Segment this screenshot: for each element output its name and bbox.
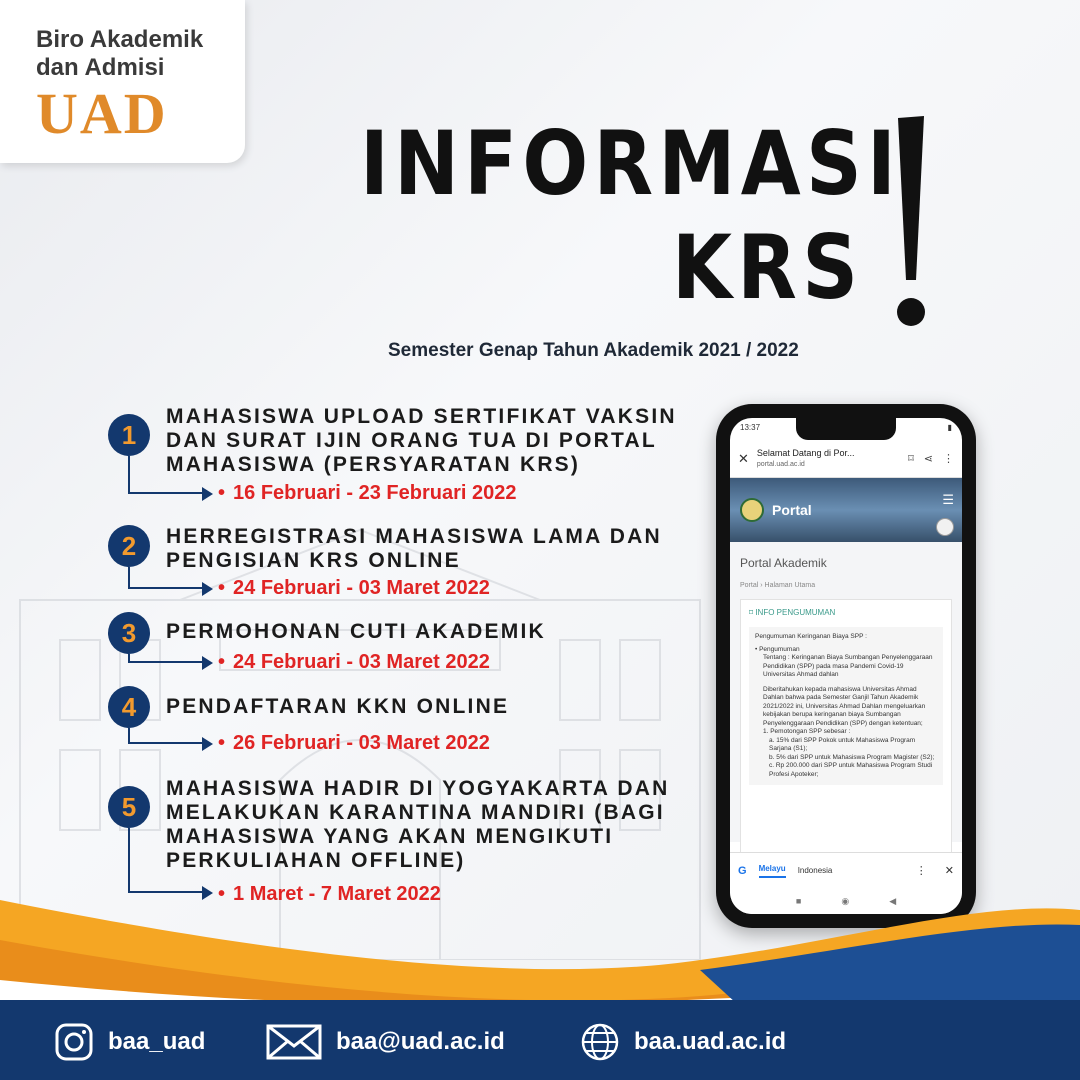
phone-screen xyxy=(730,418,962,914)
logo-card xyxy=(0,0,245,163)
announcement-body: Diberitahukan kepada mahasiswa Universitas Ahmad Dahlan bahwa pada Semester Ganjil Tahun Akademik 2021/2022 ini, Universitas Ahmad Dahlan mengeluarkan kebijakan berupa keringanan biaya Sumbangan Penyelenggaraan Pendidikan (SPP) dengan ketentuan; xyxy=(763,685,926,727)
breadcrumb-root[interactable]: Portal xyxy=(740,582,759,589)
announcement-heading: Pengumuman Keringanan Biaya SPP : xyxy=(755,633,867,640)
step-date-5: • 1 Maret - 7 Maret 2022 xyxy=(218,883,441,905)
arrow-icon xyxy=(202,487,213,501)
step-text-1: MAHASISWA UPLOAD SERTIFIKAT VAKSIN DAN SURAT IJIN ORANG TUA DI PORTAL MAHASISWA (PERSYARATAN KRS) xyxy=(166,405,677,476)
close-icon[interactable]: ✕ xyxy=(944,865,954,877)
bookmark-icon: ⌑ xyxy=(749,608,756,617)
globe-icon xyxy=(580,1022,620,1062)
title-line1: INFORMASI xyxy=(360,112,902,215)
step-number-1: 1 xyxy=(108,414,150,456)
arrow-icon xyxy=(202,582,213,596)
announcement-point1a: a. 15% dari SPP Pokok untuk Mahasiswa Program Sarjana (S1); xyxy=(769,736,916,752)
portal-banner xyxy=(730,478,962,542)
breadcrumb xyxy=(740,582,952,589)
step-number-4: 4 xyxy=(108,686,150,728)
mail-icon xyxy=(266,1022,322,1062)
step-date-1: • 16 Februari - 23 Februari 2022 xyxy=(218,482,517,504)
portal-label: Portal xyxy=(772,502,812,518)
close-icon[interactable]: ✕ xyxy=(738,450,749,466)
website-url[interactable]: baa.uad.ac.id xyxy=(634,1028,787,1055)
announcement-item: • Pengumuman xyxy=(755,645,800,653)
translate-icon: G xyxy=(738,864,747,877)
title-line2: KRS xyxy=(672,216,864,319)
step-text-4: PENDAFTARAN KKN ONLINE xyxy=(166,695,510,718)
footer-email[interactable] xyxy=(266,1020,505,1064)
step-connector-1 xyxy=(128,456,206,494)
step-connector-5 xyxy=(128,828,206,893)
hamburger-menu-icon[interactable]: ☰ xyxy=(942,492,954,507)
translate-bar xyxy=(730,852,962,888)
bookmark-icon[interactable]: ⌑ xyxy=(908,453,914,465)
page-url: portal.uad.ac.id xyxy=(756,460,805,468)
translate-tab-indonesia[interactable]: Indonesia xyxy=(797,866,833,875)
back-icon[interactable]: ◀ xyxy=(889,895,897,906)
step-text-3: PERMOHONAN CUTI AKADEMIK xyxy=(166,620,546,643)
step-text-5: MAHASISWA HADIR DI YOGYAKARTA DAN MELAKUKAN KARANTINA MANDIRI (BAGI MAHASISWA YANG AKAN MENGIKUTI PERKULIAHAN OFFLINE) xyxy=(166,777,670,872)
arrow-icon xyxy=(202,737,213,751)
logo-line1: Biro Akademik xyxy=(36,26,204,53)
translate-tab-melayu[interactable]: Melayu xyxy=(759,864,786,878)
status-time: 13:37 xyxy=(740,423,761,432)
breadcrumb-separator: › xyxy=(760,582,763,589)
announcement-point1: 1. Pemotongan SPP sebesar : xyxy=(763,728,851,735)
page-title: Selamat Datang di Por... xyxy=(756,447,855,458)
footer-instagram[interactable] xyxy=(54,1020,205,1064)
recents-icon[interactable]: ■ xyxy=(795,896,802,906)
step-number-5: 5 xyxy=(108,786,150,828)
portal-body xyxy=(730,542,962,842)
step-connector-4 xyxy=(128,728,206,744)
announcement-box xyxy=(749,627,943,785)
step-text-2: HERREGISTRASI MAHASISWA LAMA DAN PENGISIAN KRS ONLINE xyxy=(166,525,662,572)
step-connector-2 xyxy=(128,567,206,589)
more-icon[interactable]: ⋮ xyxy=(915,865,927,877)
phone-mockup xyxy=(716,404,976,928)
logo-brand: UAD xyxy=(36,81,168,146)
info-label: ⌑ INFO PENGUMUMAN xyxy=(749,608,836,617)
step-date-3: • 24 Februari - 03 Maret 2022 xyxy=(218,651,490,673)
step-connector-3 xyxy=(128,654,206,663)
step-date-4: • 26 Februari - 03 Maret 2022 xyxy=(218,732,490,754)
arrow-icon xyxy=(202,886,213,900)
arrow-icon xyxy=(202,656,213,670)
exclamation-icon xyxy=(880,112,940,332)
avatar[interactable] xyxy=(936,518,954,536)
step-number-2: 2 xyxy=(108,525,150,567)
section-title: Portal Akademik xyxy=(740,556,827,570)
phone-notch xyxy=(796,418,896,440)
step-date-2: • 24 Februari - 03 Maret 2022 xyxy=(218,577,490,599)
announcement-point1c: c. Rp 200.000 dari SPP untuk Mahasiswa Program Studi Profesi Apoteker; xyxy=(769,762,933,778)
page-subtitle: Semester Genap Tahun Akademik 2021 / 2022 xyxy=(388,340,799,361)
footer-website[interactable] xyxy=(580,1020,786,1064)
breadcrumb-page: Halaman Utama xyxy=(764,582,816,589)
announcement-point1b: b. 5% dari SPP untuk Mahasiswa Program Magister (S2); xyxy=(769,753,935,761)
email-address[interactable]: baa@uad.ac.id xyxy=(336,1028,505,1055)
share-icon[interactable]: ⋖ xyxy=(923,453,933,465)
announcement-subject: Tentang : Keringanan Biaya Sumbangan Penyelenggaraan Pendidikan (SPP) pada masa Pandemi Covid-19 Universitas Ahmad dahlan xyxy=(763,654,933,678)
logo-line2: dan Admisi xyxy=(36,54,165,81)
announcement-card xyxy=(740,599,952,859)
instagram-handle[interactable]: baa_uad xyxy=(108,1028,206,1055)
step-number-3: 3 xyxy=(108,612,150,654)
browser-url-bar xyxy=(730,440,962,478)
battery-icon: ▮ xyxy=(947,423,952,432)
more-icon[interactable]: ⋮ xyxy=(943,453,954,465)
instagram-icon xyxy=(54,1022,94,1062)
home-icon[interactable]: ◉ xyxy=(841,895,850,906)
university-logo-icon xyxy=(740,498,764,522)
